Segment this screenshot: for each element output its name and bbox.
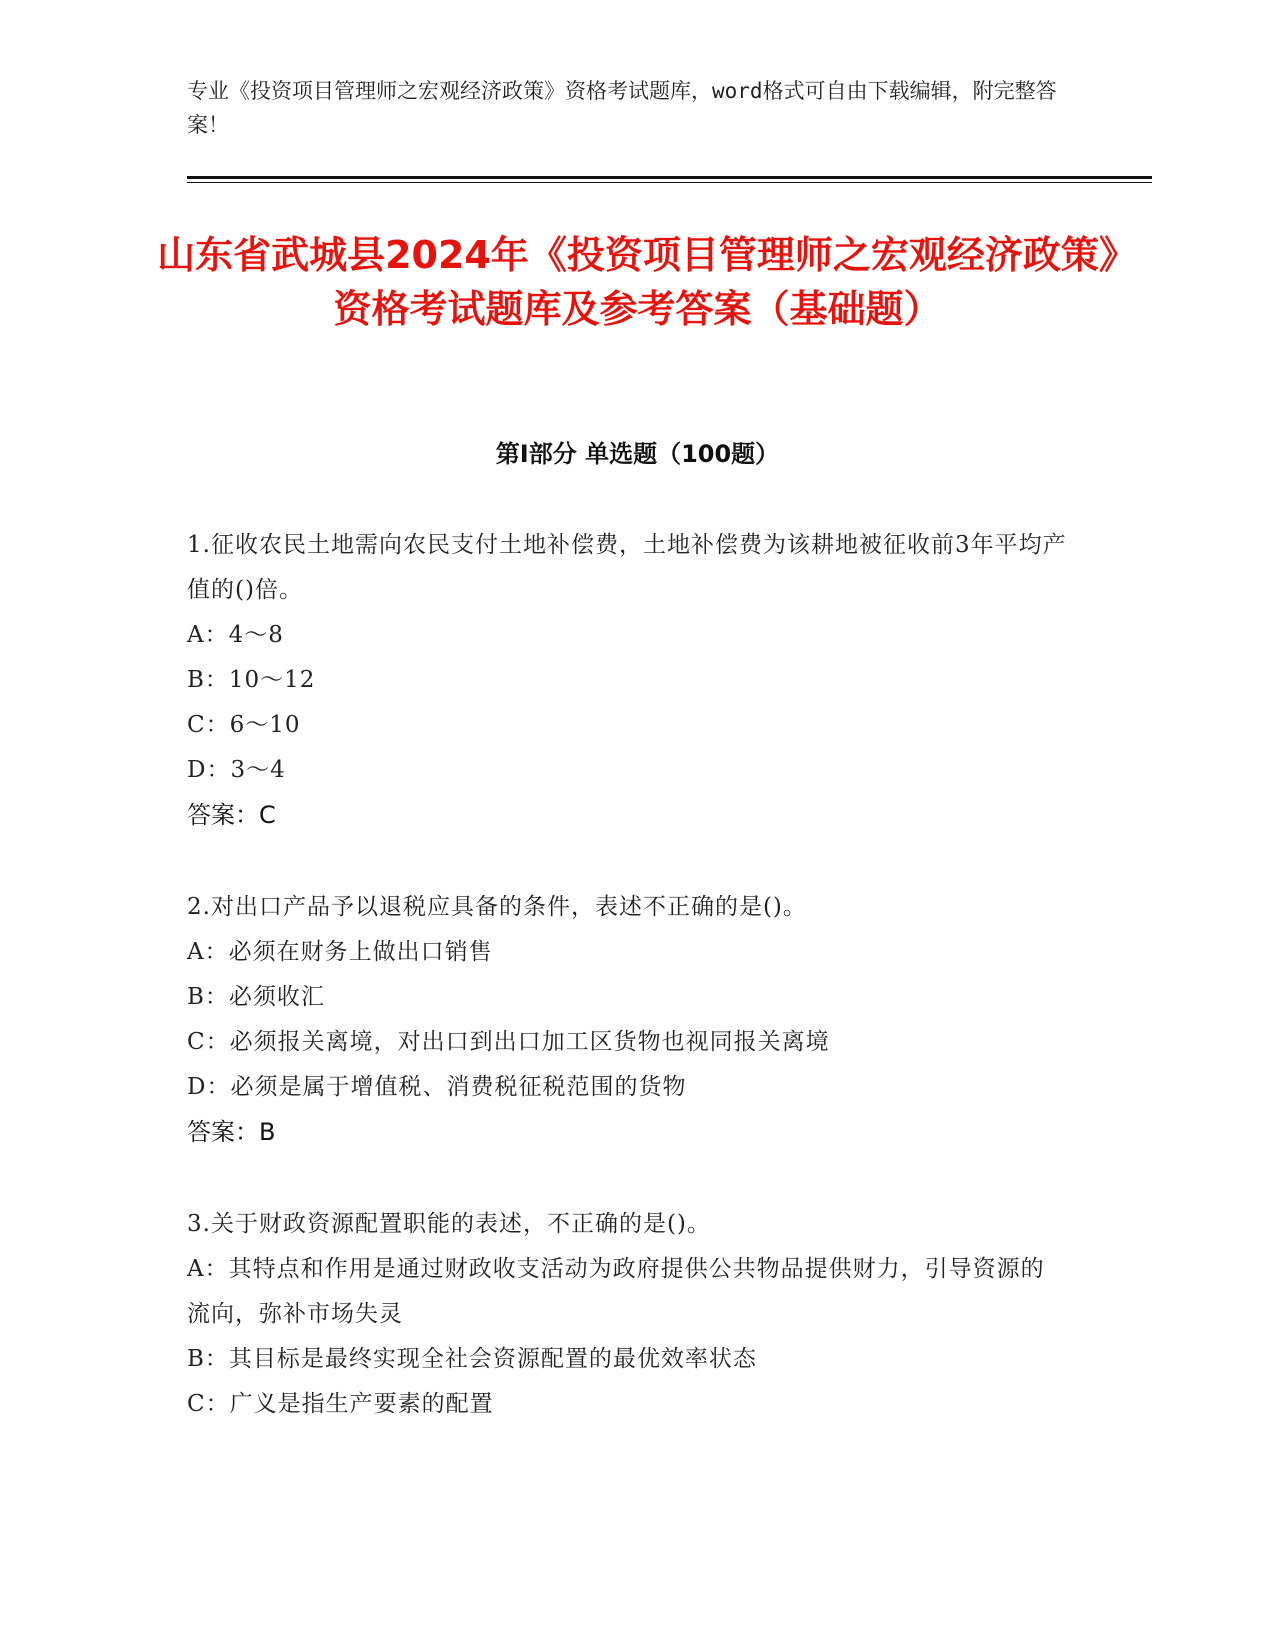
option-a: A：4～8 [187,622,284,648]
question-stem: 2.对出口产品予以退税应具备的条件，表述不正确的是()。 [187,894,807,920]
question-stem: 3.关于财政资源配置职能的表述，不正确的是()。 [187,1211,711,1237]
answer: 答案：B [187,1118,276,1146]
document-title: 山东省武城县2024年《投资项目管理师之宏观经济政策》资格考试题库及参考答案（基础题） [157,233,1118,331]
option-d: D：必须是属于增值税、消费税征税范围的货物 [187,1074,687,1100]
question-1 [187,523,1067,838]
option-c: C：6～10 [187,712,301,738]
section-title: 第I部分 单选题（100题） [495,440,780,468]
option-c: C：必须报关离境，对出口到出口加工区货物也视同报关离境 [187,1029,830,1055]
option-b: B：其目标是最终实现全社会资源配置的最优效率状态 [187,1346,757,1372]
question-3 [187,1202,1067,1427]
option-b: B：10～12 [187,667,316,693]
option-d: D：3～4 [187,757,286,783]
option-a: A：必须在财务上做出口销售 [187,939,493,965]
question-2 [187,885,1067,1155]
option-b: B：必须收汇 [187,984,325,1010]
header-divider-thin [187,182,1152,183]
question-stem: 1.征收农民土地需向农民支付土地补偿费，土地补偿费为该耕地被征收前3年平均产值的()倍。 [187,532,1067,603]
header-divider-thick [187,176,1152,179]
answer: 答案：C [187,801,276,829]
option-a: A：其特点和作用是通过财政收支活动为政府提供公共物品提供财力，引导资源的流向，弥补市场失灵 [187,1256,1045,1327]
option-c: C：广义是指生产要素的配置 [187,1391,494,1417]
header-note: 专业《投资项目管理师之宏观经济政策》资格考试题库，word格式可自由下载编辑，附完整答案！ [187,79,1057,137]
